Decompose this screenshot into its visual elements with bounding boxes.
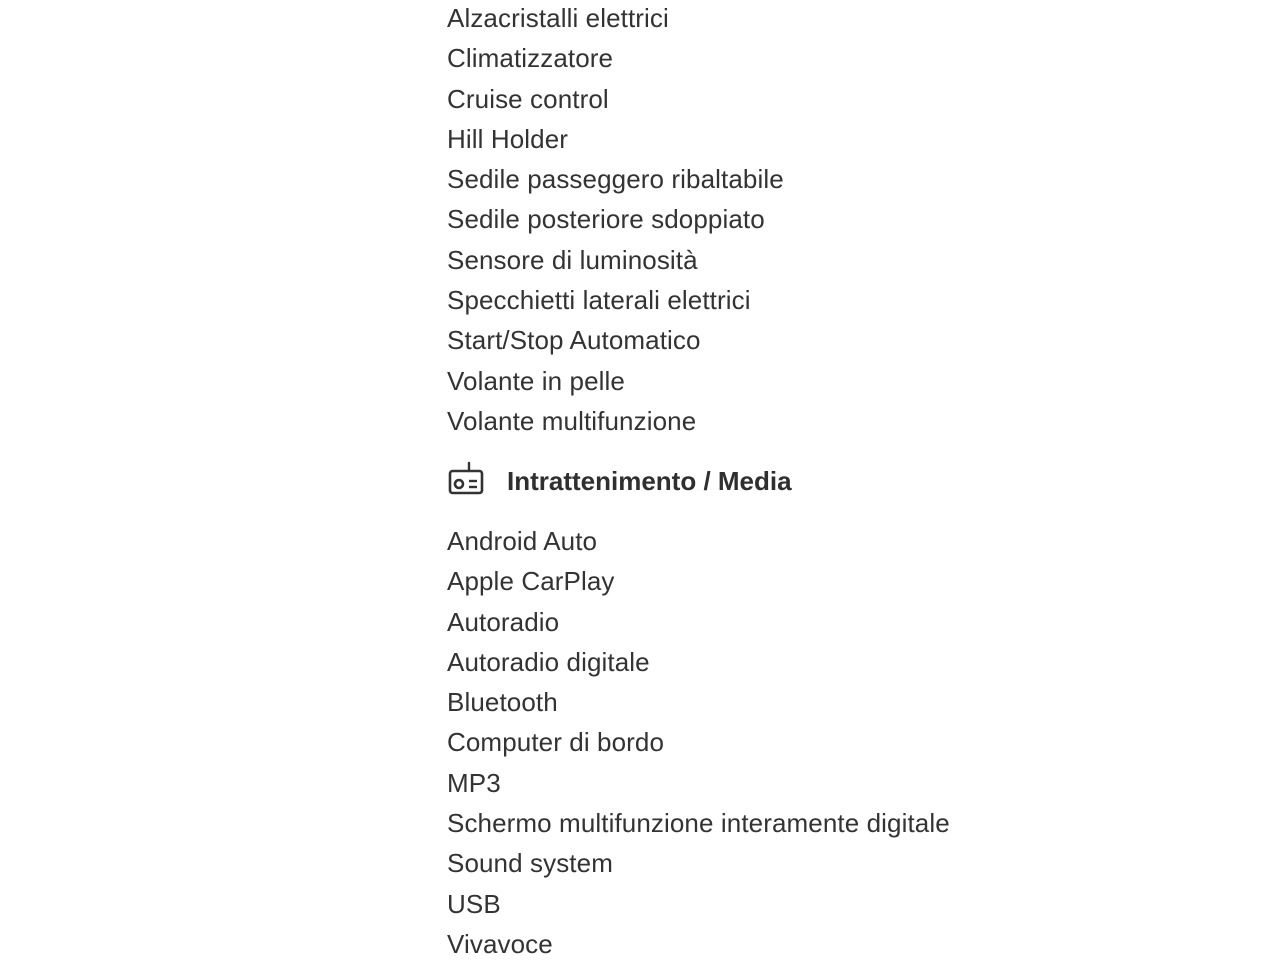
list-item: Autoradio digitale bbox=[447, 646, 650, 677]
list-item: Schermo multifunzione interamente digitale bbox=[447, 808, 950, 839]
list-item: Sensore di luminosità bbox=[447, 244, 698, 275]
list-item: Sound system bbox=[447, 848, 613, 879]
list-item: Computer di bordo bbox=[447, 727, 665, 758]
list-item: USB bbox=[447, 888, 501, 919]
list-item: Vivavoce bbox=[447, 928, 553, 959]
list-item: Volante multifunzione bbox=[447, 405, 697, 436]
list-item: Volante in pelle bbox=[447, 365, 625, 396]
list-item: Sedile posteriore sdoppiato bbox=[447, 204, 765, 235]
list-item: Start/Stop Automatico bbox=[447, 325, 701, 356]
list-item: MP3 bbox=[447, 767, 501, 798]
comfort-features-list bbox=[447, 0, 784, 441]
list-item: Bluetooth bbox=[447, 687, 558, 718]
list-item: Apple CarPlay bbox=[447, 566, 615, 597]
media-features-list bbox=[447, 521, 950, 964]
media-section-header bbox=[447, 461, 792, 501]
list-item: Sedile passeggero ribaltabile bbox=[447, 164, 784, 195]
section-title: Intrattenimento / Media bbox=[507, 465, 792, 496]
list-item: Autoradio bbox=[447, 606, 560, 637]
radio-icon bbox=[447, 460, 485, 498]
list-item: Specchietti laterali elettrici bbox=[447, 285, 751, 316]
list-item: Android Auto bbox=[447, 526, 598, 556]
list-item: Climatizzatore bbox=[447, 43, 614, 74]
list-item: Hill Holder bbox=[447, 123, 569, 154]
list-item: Cruise control bbox=[447, 83, 609, 114]
list-item: Alzacristalli elettrici bbox=[447, 3, 669, 33]
